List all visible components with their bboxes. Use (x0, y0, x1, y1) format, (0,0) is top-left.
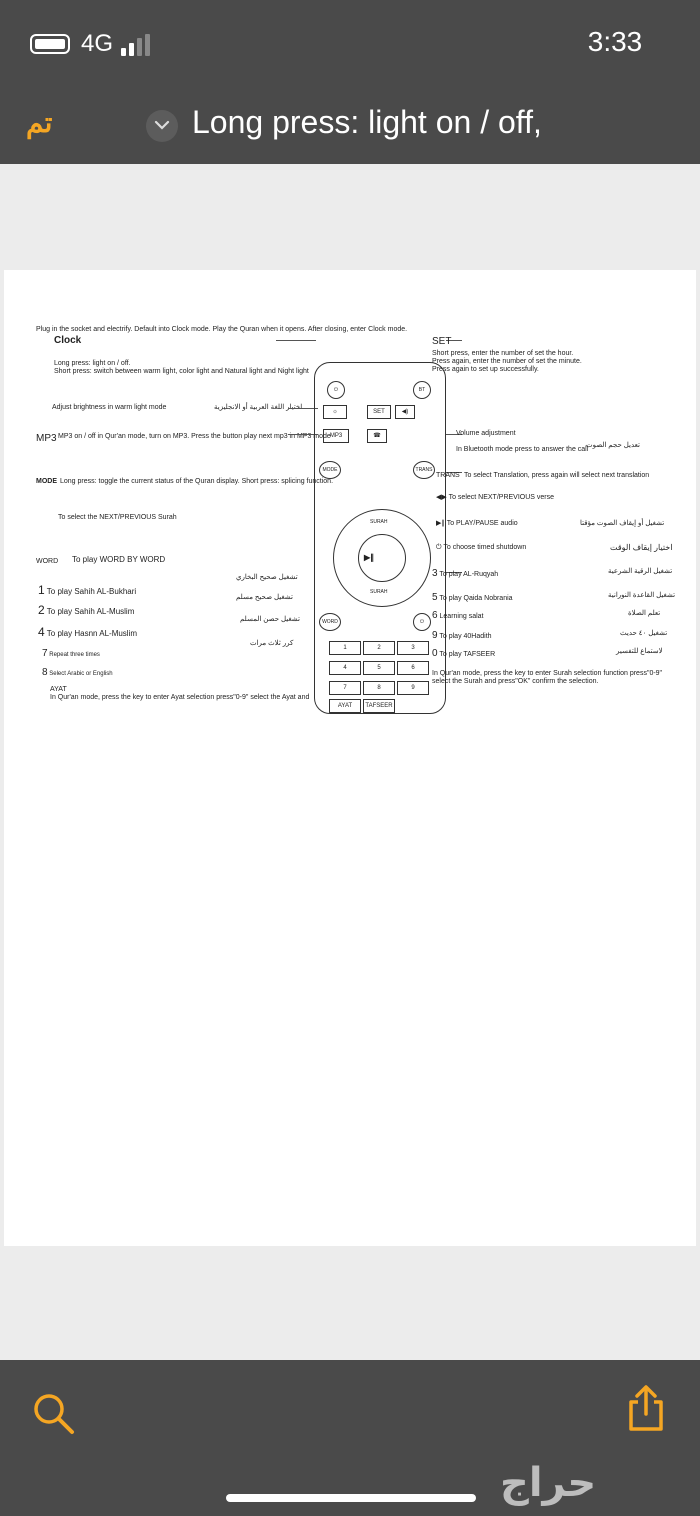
set-label: SET (432, 336, 452, 347)
item-5-text: To play Qaida Nobrania (439, 595, 513, 602)
item-9 (432, 630, 492, 641)
leader-line (276, 340, 316, 341)
item-3 (432, 568, 498, 579)
key-ayat: AYAT (329, 699, 361, 713)
mp3-key: MP3 (323, 429, 349, 443)
play-pause-icon: ▶∥ (364, 553, 375, 562)
light-key: ☼ (323, 405, 347, 419)
item-4-num: 4 (38, 625, 45, 639)
ar-note-7: تشغيل أو إيقاف الصوت مؤقتا (580, 520, 665, 527)
title-menu-button[interactable] (146, 110, 178, 142)
key-2: 2 (363, 641, 395, 655)
item-6-text: Learning salat (439, 613, 484, 620)
word-key: WORD (319, 613, 341, 631)
ar-note-8: تعديل حجم الصوت (586, 442, 640, 449)
timed-shutdown-text: To choose timed shutdown (443, 544, 527, 551)
mode-key: MODE (319, 461, 341, 479)
next-prev-verse: ◀▶ To select NEXT/PREVIOUS verse (436, 494, 555, 501)
key-3: 3 (397, 641, 429, 655)
power-icon: ⏻ (327, 381, 345, 399)
timer-icon: ⏻ (413, 613, 431, 631)
volume-key: ◀) (395, 405, 415, 419)
set-desc-3: Press again to set up successfully. (432, 366, 539, 373)
key-8: 8 (363, 681, 395, 695)
ar-note-1: اختيار إيقاف الوقت (610, 543, 673, 552)
bt-button-icon: BT (413, 381, 431, 399)
item-6-num: 6 (432, 610, 438, 621)
key-1: 1 (329, 641, 361, 655)
play-pause-text: To PLAY/PAUSE audio (446, 520, 518, 527)
ar-note-11: تشغيل حصن المسلم (240, 616, 300, 623)
key-9: 9 (397, 681, 429, 695)
done-button[interactable]: تم (26, 107, 53, 138)
item-7-text: Repeat three times (49, 652, 100, 658)
play-pause-line: ▶∥ To PLAY/PAUSE audio (436, 520, 518, 527)
volume-line: Volume adjustment (456, 430, 516, 437)
item-9-text: To play 40Hadith (439, 633, 492, 640)
set-desc-2: Press again, enter the number of set the minute. (432, 358, 582, 365)
long-press-line: Long press: light on / off. (54, 360, 131, 367)
home-indicator[interactable] (226, 1494, 476, 1502)
item-4 (38, 626, 137, 639)
surah-down-label: SURAH (370, 589, 388, 595)
item-5-num: 5 (432, 592, 438, 603)
ar-note-6: لاستماع للتفسير (616, 648, 663, 655)
item-4-text: To play Hasnn AL-Muslim (46, 629, 138, 638)
item-0-num: 0 (432, 648, 438, 659)
short-press-line: Short press: switch between warm light, color light and Natural light and Night light (54, 368, 309, 375)
item-2-text: To play Sahih AL-Muslim (46, 607, 135, 616)
remote-control-diagram (314, 362, 446, 714)
search-icon (32, 1392, 76, 1436)
item-8-num: 8 (42, 667, 48, 678)
item-7 (42, 648, 100, 659)
item-0-text: To play TAFSEER (439, 651, 496, 658)
item-0 (432, 648, 495, 659)
signal-icon (121, 34, 155, 56)
ar-note-4: تعلم الصلاة (628, 610, 661, 617)
trans-label: TRANS (436, 472, 460, 479)
power-note: Plug in the socket and electrify. Default into Clock mode. Play the Quran when it opens. After closing, enter Clock mode. (36, 326, 408, 333)
ar-note-5: تشغيل ٤٠ حديث (620, 630, 668, 637)
clock-label: Clock (54, 335, 82, 346)
share-icon (624, 1384, 668, 1432)
item-7-num: 7 (42, 648, 48, 659)
ar-note-12: كرر ثلاث مرات (250, 640, 294, 647)
share-button[interactable] (624, 1384, 668, 1432)
trans-desc: To select Translation, press again will select next translation (464, 472, 650, 479)
surah-up-label: SURAH (370, 519, 388, 525)
chevron-down-icon (154, 120, 170, 132)
network-label: 4G (81, 30, 114, 57)
call-key: ☎ (367, 429, 387, 443)
set-key: SET (367, 405, 391, 419)
bluetooth-line: In Bluetooth mode press to answer the call (456, 446, 589, 453)
item-1-text: To play Sahih AL-Bukhari (46, 587, 137, 596)
dpad-diagram (333, 509, 431, 607)
item-9-num: 9 (432, 630, 438, 641)
battery-icon (30, 34, 70, 54)
next-prev-surah: To select the NEXT/PREVIOUS Surah (58, 514, 177, 521)
item-8 (42, 667, 113, 678)
item-1-num: 1 (38, 583, 45, 597)
ar-note-10: تشغيل صحيح مسلم (236, 594, 293, 601)
word-label: WORD (36, 558, 59, 565)
item-5 (432, 592, 513, 603)
item-8-text: Select Arabic or English (49, 671, 113, 677)
timed-shutdown-line: ⏻ To choose timed shutdown (436, 544, 527, 551)
search-button[interactable] (32, 1392, 76, 1436)
mp3-label: MP3 (36, 433, 57, 444)
ayat-label: AYAT (50, 686, 67, 693)
key-5: 5 (363, 661, 395, 675)
ar-note-13: اختيار اللغة العربية أو الانجليزية (214, 404, 303, 411)
key-7: 7 (329, 681, 361, 695)
mode-desc: Long press: toggle the current status of the Quran display. Short press: splicing function. (60, 478, 334, 485)
word-desc: To play WORD BY WORD (72, 555, 166, 564)
brightness-line: Adjust brightness in warm light mode (52, 404, 167, 411)
ar-note-3: تشغيل القاعدة النورانية (608, 592, 676, 599)
top-bar (0, 0, 700, 164)
item-1 (38, 584, 136, 597)
item-2-num: 2 (38, 603, 45, 617)
document-title: Long press: light on / off, (192, 104, 542, 140)
mp3-desc: MP3 on / off in Qur'an mode, turn on MP3. Press the button play next mp3 in MP3 mode (58, 433, 331, 440)
set-desc-1: Short press, enter the number of set the hour. (432, 350, 574, 357)
key-6: 6 (397, 661, 429, 675)
item-3-num: 3 (432, 568, 438, 579)
status-time: 3:33 (587, 26, 643, 57)
document-page (4, 270, 696, 1246)
ayat-desc: In Qur'an mode, press the key to enter Ayat selection press"0-9" select the Ayat and (50, 694, 310, 701)
ar-note-9: تشغيل صحيح البخاري (236, 574, 298, 581)
watermark-logo: حراج (500, 1460, 597, 1506)
key-4: 4 (329, 661, 361, 675)
item-6 (432, 610, 484, 621)
item-2 (38, 604, 134, 617)
manual-scan (36, 322, 676, 720)
item-3-text: To play AL-Ruqyah (439, 571, 499, 578)
mode-label: MODE (36, 478, 57, 485)
key-0: TAFSEER (363, 699, 395, 713)
next-prev-verse-text: To select NEXT/PREVIOUS verse (448, 494, 555, 501)
surah-desc: In Qur'an mode, press the key to enter Surah selection function press"0-9" select the Surah and press"OK" confirm the selection. (432, 670, 663, 685)
ar-note-2: تشغيل الرقية الشرعية (608, 568, 673, 575)
trans-key: TRANS (413, 461, 435, 479)
